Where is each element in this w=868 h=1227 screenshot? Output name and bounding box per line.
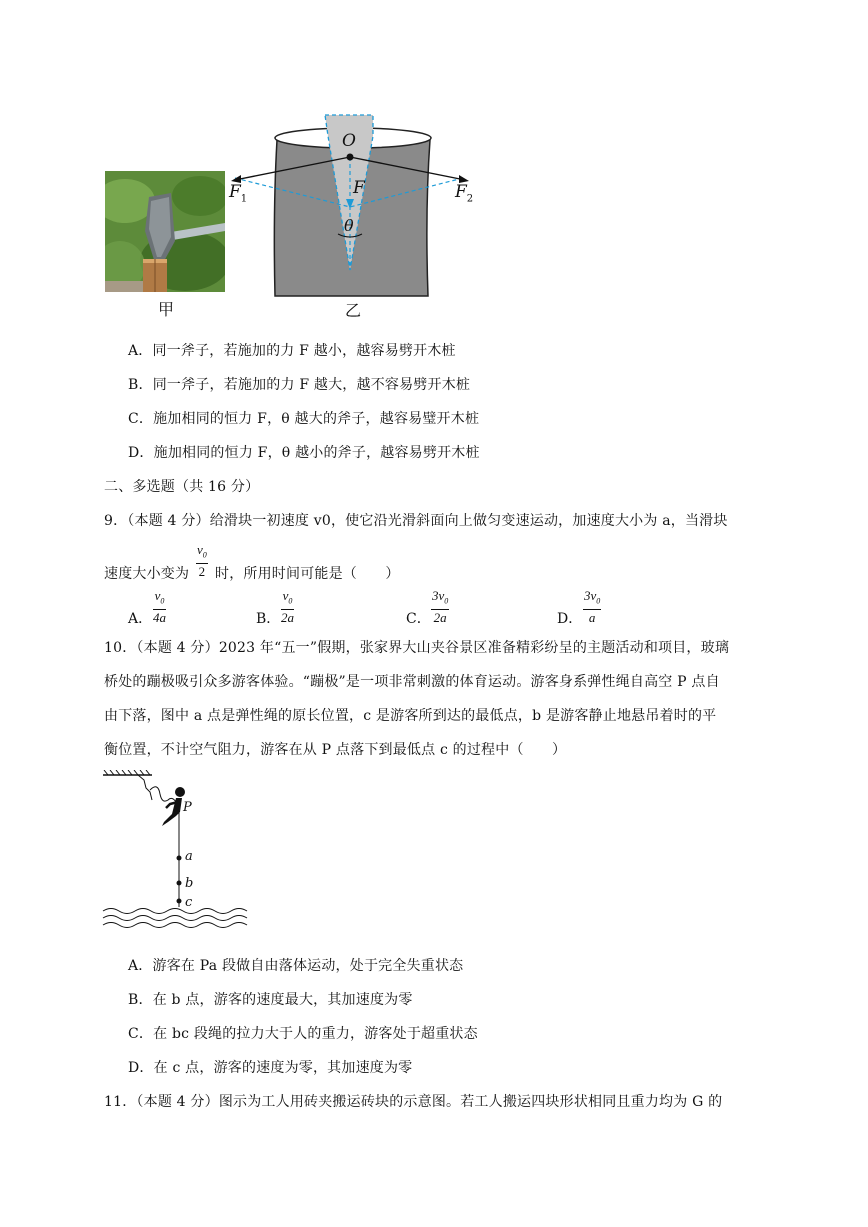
q9-option-b-label: B． [256, 611, 281, 627]
q9-line2-before: 速度大小变为 [104, 566, 190, 582]
label-a: a [185, 849, 193, 864]
q9-option-c-label: C． [406, 611, 431, 627]
q9-fraction: $\frac{v_0}{2}$ [197, 542, 207, 579]
label-O: O [342, 131, 356, 151]
q8-option-d: D．施加相同的恒力 F，θ 越小的斧子，越容易劈开木桩 [128, 445, 480, 461]
q10-option-d: D．在 c 点，游客的速度为零，其加速度为零 [128, 1060, 413, 1076]
label-c: c [185, 895, 193, 910]
label-F1: $F_1$ [229, 182, 248, 205]
label-F2: $F_2$ [455, 182, 474, 205]
q10-line4: 衡位置，不计空气阻力，游客在从 P 点落下到最低点 c 的过程中（ ） [104, 742, 567, 758]
q8-option-a: A．同一斧子，若施加的力 F 越小，越容易劈开木桩 [128, 343, 456, 359]
q9-option-d-label: D． [557, 611, 583, 627]
label-F: F [353, 178, 365, 198]
section-title: 二、多选题（共 16 分） [104, 479, 260, 495]
q9-option-b-fraction: $\frac{v_0}{2a}$ [281, 588, 294, 625]
q9-line2-after: 时，所用时间可能是（ ） [215, 566, 400, 582]
q9-option-d-fraction: $\frac{3v_0}{a}$ [584, 588, 601, 625]
q11-line1: 11．（本题 4 分）图示为工人用砖夹搬运砖块的示意图。若工人搬运四块形状相同且重力均为 G 的 [104, 1094, 723, 1110]
q8-option-b: B．同一斧子，若施加的力 F 越大，越不容易劈开木桩 [128, 377, 471, 393]
label-b: b [185, 876, 194, 891]
q10-line1: 10．（本题 4 分）2023 年“五一”假期，张家界大山夹谷景区准备精彩纷呈的主题活动和项目，玻璃 [104, 640, 730, 656]
axe-illustration [105, 171, 225, 292]
label-theta: θ [344, 216, 354, 235]
axe-photo [105, 171, 225, 292]
q10-option-b: B．在 b 点，游客的速度最大，其加速度为零 [128, 992, 413, 1008]
q9-option-c-fraction: $\frac{3v_0}{2a}$ [432, 588, 449, 625]
q10-line2: 桥处的蹦极吸引众多游客体验。“蹦极”是一项非常刺激的体育运动。游客身系弹性绳自高空 P 点自 [104, 674, 720, 690]
q9-option-a-label: A． [128, 611, 153, 627]
q8-option-c: C．施加相同的恒力 F，θ 越大的斧子，越容易璧开木桩 [128, 411, 480, 427]
bungee-diagram [100, 770, 265, 935]
q10-option-a: A．游客在 Pa 段做自由落体运动，处于完全失重状态 [128, 958, 464, 974]
q10-line3: 由下落，图中 a 点是弹性绳的原长位置，c 是游客所到达的最低点，b 是游客静止地悬吊着时的平 [104, 708, 717, 724]
caption-yi: 乙 [345, 301, 362, 320]
q10-option-c: C．在 bc 段绳的拉力大于人的重力，游客处于超重状态 [128, 1026, 478, 1042]
q9-line1: 9．（本题 4 分）给滑块一初速度 v0，使它沿光滑斜面向上做匀变速运动，加速度大小为 a，当滑块 [104, 513, 728, 529]
caption-jia: 甲 [158, 300, 175, 319]
q9-option-a-fraction: $\frac{v_0}{4a}$ [153, 588, 166, 625]
label-P: P [183, 800, 192, 815]
